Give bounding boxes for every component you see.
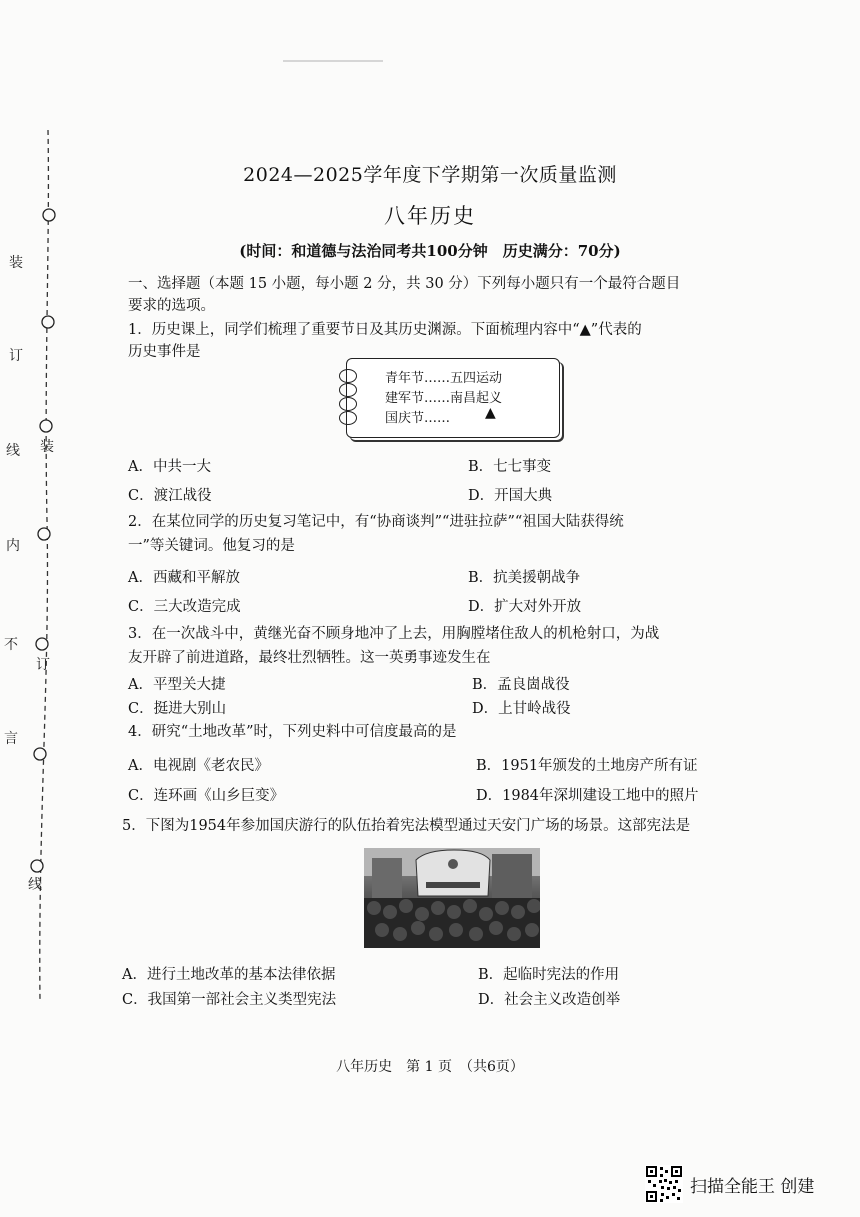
option-d: D．开国大典 bbox=[468, 488, 553, 504]
spiral-ring bbox=[339, 369, 357, 383]
top-scan-mark bbox=[283, 60, 383, 62]
option-b: B．七七事变 bbox=[468, 459, 552, 475]
binding-hole bbox=[42, 316, 54, 328]
option-d: D．上甘岭战役 bbox=[472, 701, 571, 717]
page-footer: 八年历史 第 1 页 （共6页） bbox=[336, 1059, 524, 1075]
qr-code-icon bbox=[645, 1165, 683, 1203]
card-line: 国庆节…… bbox=[385, 411, 451, 426]
question-stem: 4．研究“土地改革”时，下列史料中可信度最高的是 bbox=[128, 724, 457, 740]
parade-photo bbox=[364, 848, 540, 948]
binding-char: 线 bbox=[28, 877, 42, 893]
option-d: D．社会主义改造创举 bbox=[478, 992, 621, 1008]
binding-hole bbox=[36, 638, 48, 650]
option-d: D．1984年深圳建设工地中的照片 bbox=[476, 788, 699, 804]
binding-char: 线 bbox=[6, 443, 20, 459]
spiral-ring bbox=[339, 397, 357, 411]
binding-hole bbox=[34, 748, 46, 760]
section-heading: 一、选择题（本题 15 小题，每小题 2 分，共 30 分）下列每小题只有一个最符合题目 bbox=[128, 276, 681, 292]
parade-photo-graphic bbox=[364, 848, 540, 948]
option-a: A．平型关大捷 bbox=[128, 677, 226, 693]
option-d: D．扩大对外开放 bbox=[468, 599, 582, 615]
question-stem-cont: 一”等关键词。他复习的是 bbox=[128, 538, 295, 554]
scanner-watermark: 扫描全能王 创建 bbox=[690, 1177, 815, 1197]
card-line: 建军节……南昌起义 bbox=[385, 391, 503, 406]
binding-hole bbox=[40, 420, 52, 432]
option-a: A．进行土地改革的基本法律依据 bbox=[122, 967, 336, 983]
binding-char: 订 bbox=[9, 348, 23, 364]
triangle-marker: ▲ bbox=[485, 405, 496, 421]
question-stem-cont: 历史事件是 bbox=[128, 344, 201, 360]
option-a: A．西藏和平解放 bbox=[128, 570, 240, 586]
binding-char: 装 bbox=[40, 439, 54, 455]
page-title: 2024—2025学年度下学期第一次质量监测 bbox=[243, 164, 617, 186]
option-c: C．三大改造完成 bbox=[128, 599, 241, 615]
spiral-ring bbox=[339, 383, 357, 397]
option-c: C．连环画《山乡巨变》 bbox=[128, 788, 285, 804]
question-stem: 5．下图为1954年参加国庆游行的队伍抬着宪法模型通过天安门广场的场景。这部宪法是 bbox=[122, 818, 691, 834]
section-heading-cont: 要求的选项。 bbox=[128, 298, 215, 314]
binding-hole bbox=[31, 860, 43, 872]
question-stem: 1．历史课上，同学们梳理了重要节日及其历史渊源。下面梳理内容中“▲”代表的 bbox=[128, 322, 642, 338]
option-a: A．电视剧《老农民》 bbox=[128, 758, 269, 774]
option-a: A．中共一大 bbox=[128, 459, 211, 475]
spiral-ring bbox=[339, 411, 357, 425]
card-line: 青年节……五四运动 bbox=[385, 371, 503, 386]
binding-char: 内 bbox=[6, 538, 20, 554]
exam-info: (时间：和道德与法治同考共100分钟 历史满分：70分) bbox=[239, 242, 621, 260]
festival-card bbox=[346, 358, 560, 438]
option-b: B．孟良崮战役 bbox=[472, 677, 570, 693]
option-b: B．1951年颁发的土地房产所有证 bbox=[476, 758, 698, 774]
option-c: C．我国第一部社会主义类型宪法 bbox=[122, 992, 337, 1008]
question-stem: 3．在一次战斗中，黄继光奋不顾身地冲了上去，用胸膛堵住敌人的机枪射口，为战 bbox=[128, 626, 660, 642]
option-b: B．起临时宪法的作用 bbox=[478, 967, 620, 983]
binding-hole bbox=[38, 528, 50, 540]
option-c: C．挺进大别山 bbox=[128, 701, 227, 717]
question-stem: 2．在某位同学的历史复习笔记中，有“协商谈判”“进驻拉萨”“祖国大陆获得统 bbox=[128, 514, 624, 530]
question-stem-cont: 友开辟了前进道路，最终壮烈牺牲。这一英勇事迹发生在 bbox=[128, 650, 491, 666]
binding-char: 订 bbox=[36, 657, 50, 673]
binding-char: 言 bbox=[4, 731, 18, 747]
binding-char: 装 bbox=[9, 255, 23, 271]
page-subtitle: 八年历史 bbox=[384, 204, 476, 228]
option-c: C．渡江战役 bbox=[128, 488, 212, 504]
option-b: B．抗美援朝战争 bbox=[468, 570, 581, 586]
binding-char: 不 bbox=[4, 637, 18, 653]
